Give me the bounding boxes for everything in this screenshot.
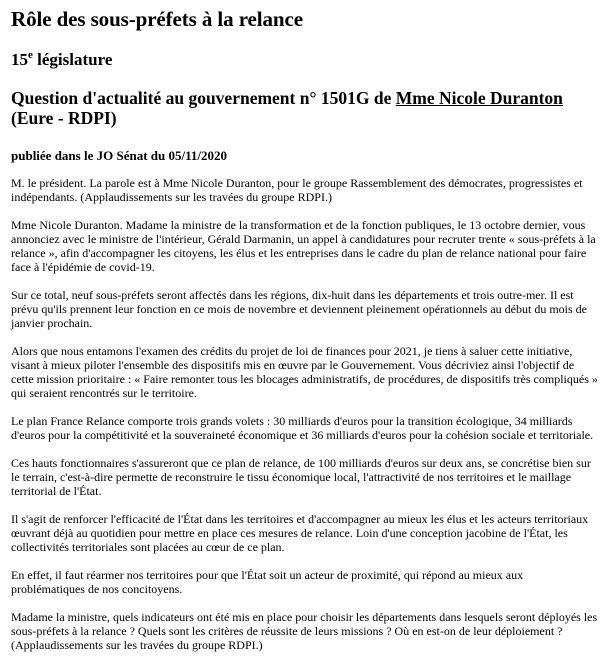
document	[11, 6, 599, 666]
paragraph: Madame la ministre, quels indicateurs ont été mis en place pour choisir les départements dans lesquels seront déployés les sous-préfets à la relance ? Quels sont les critères de réussite de leurs missions ? Où en est-on de leur déploiement ? (Applaudissements sur les travées du groupe RDPI.)	[11, 610, 598, 652]
paragraph: Mme Nicole Duranton. Madame la ministre de la transformation et de la fonction publiques, le 13 octobre dernier, vous annonciez avec le ministre de l'intérieur, Gérald Darmanin, un appel à candidatures pour recruter trente « sous-préfets à la relance », afin d'accompagner les citoyens, les élus et les entreprises dans le cadre du plan de relance national pour faire face à l'épidémie de covid-19.	[11, 218, 596, 274]
question-prefix: Question d'actualité au gouvernement n° 1501G de	[11, 88, 392, 108]
paragraph: Le plan France Relance comporte trois grands volets : 30 milliards d'euros pour la transition écologique, 34 milliards d'euros pour la compétitivité et la souveraineté économique et 36 milliards d'euros pour la cohésion sociale et territoriale.	[11, 414, 594, 442]
question-heading	[11, 88, 599, 128]
paragraph: Alors que nous entamons l'examen des crédits du projet de loi de finances pour 2021, je tiens à saluer cette initiative, visant à mieux piloter l'ensemble des dispositifs mis en œuvre par le Gouvernement. Vous décriviez ainsi l'objectif de cette mission prioritaire : « Faire remonter tous les blocages administratifs, de procédures, de dispositifs très compliqués » qui seraient rencontrés sur le territoire.	[11, 344, 598, 400]
legislature-suffix: e	[28, 49, 33, 61]
author-group: (Eure - RDPI)	[11, 108, 117, 128]
legislature-number: 15	[11, 50, 28, 69]
paragraph: Ces hauts fonctionnaires s'assureront que ce plan de relance, de 100 milliards d'euros sur deux ans, se concrétise bien sur le terrain, c'est-à-dire permette de reconstruire le tissu économique local, l'attractivité de nos territoires et le maillage territorial de l'État.	[11, 456, 591, 498]
paragraph: Sur ce total, neuf sous-préfets seront affectés dans les régions, dix-huit dans les départements et trois outre-mer. Il est prévu qu'ils prennent leur fonction en ce mois de novembre et deviennent pleinement opérationnels au début du mois de janvier prochain.	[11, 288, 587, 330]
question-body	[11, 176, 599, 652]
author-link[interactable]: Mme Nicole Duranton	[395, 88, 563, 108]
paragraph: M. le président. La parole est à Mme Nicole Duranton, pour le groupe Rassemblement des démocrates, progressistes et indépendants. (Applaudissements sur les travées du groupe RDPI.)	[11, 176, 583, 204]
legislature-label: législature	[37, 50, 113, 69]
paragraph: En effet, il faut réarmer nos territoires pour que l'État soit un acteur de proximité, qui répond au mieux aux problématiques de nos concitoyens.	[11, 568, 524, 596]
page-title: Rôle des sous-préfets à la relance	[11, 7, 303, 31]
publication-date: publiée dans le JO Sénat du 05/11/2020	[11, 148, 227, 163]
legislature-heading	[11, 50, 599, 70]
paragraph: Il s'agit de renforcer l'efficacité de l'État dans les territoires et d'accompagner au mieux les élus et les acteurs territoriaux œuvrant déjà au quotidien pour mettre en place ces mesures de relance. Loin d'une conception jacobine de l'État, les collectivités territoriales sont placées au cœur de ce plan.	[11, 512, 589, 554]
